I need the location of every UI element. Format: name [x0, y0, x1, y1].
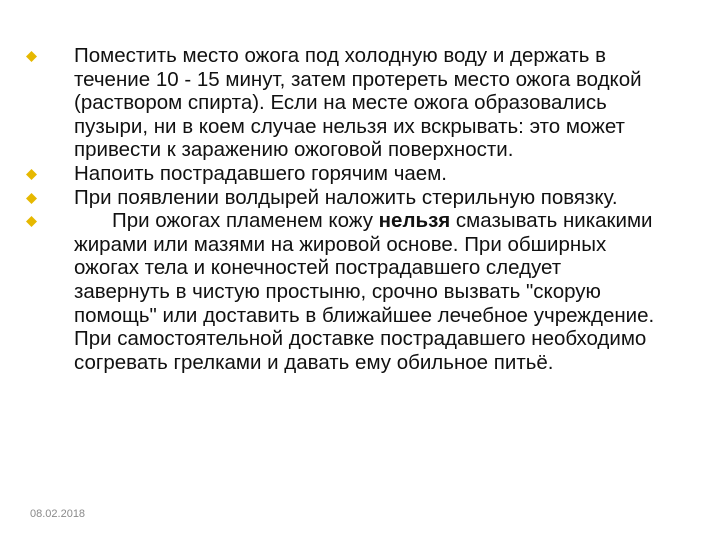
footer-date: 08.02.2018 [30, 508, 86, 520]
bullet-text-before: При ожогах пламенем кожу [112, 209, 379, 233]
bullet-item-2 [22, 162, 662, 186]
bullet-item-3 [22, 186, 662, 210]
bullet-text: Поместить место ожога под холодную воду и держать в течение 10 - 15 минут, затем протереть место ожога водкой (раствором спирта). Если на месте ожога образовались пузыри, ни в коем случае нельзя их вскрывать: это может привести к заражению ожоговой поверхности. [74, 44, 642, 162]
bullet-text: При появлении волдырей наложить стерильную повязку. [74, 185, 618, 209]
bullet-text-after: смазывать никакими жирами или мазями на жировой основе. При обширных ожогах тела и конечностей пострадавшего следует завернуть в чистую простыню, срочно вызвать "скорую помощь" или доставить в ближайшее лечебное учреждение. При самостоятельной доставке пострадавшего необходимо согревать грелками и давать ему обильное питьё. [74, 209, 655, 374]
bullet-text: Напоить пострадавшего горячим чаем. [74, 161, 447, 185]
bullet-item-4 [22, 209, 662, 374]
diamond-bullet-icon [26, 51, 37, 62]
bullet-list [22, 44, 662, 374]
bullet-text-bold: нельзя [378, 209, 451, 233]
diamond-bullet-icon [26, 216, 37, 227]
diamond-bullet-icon [26, 193, 37, 204]
bullet-item-1 [22, 44, 662, 162]
diamond-bullet-icon [26, 169, 37, 180]
bullet-text [74, 209, 662, 374]
